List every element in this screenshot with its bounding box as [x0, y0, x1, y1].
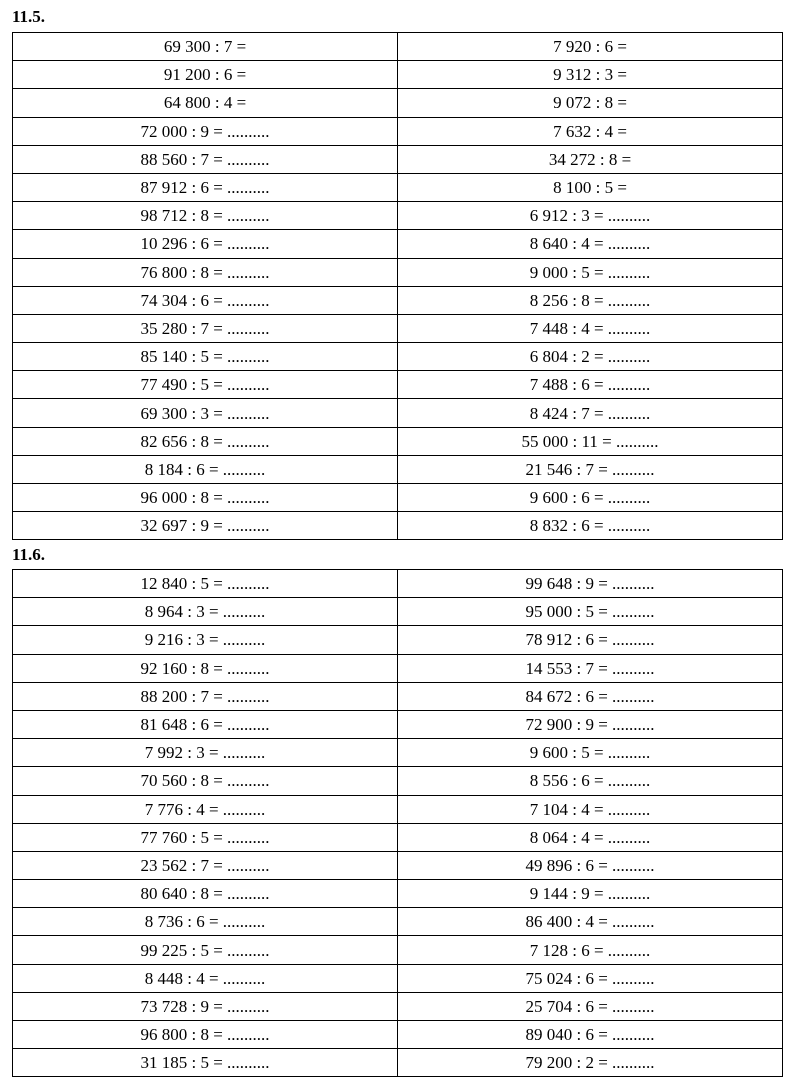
- division-problem: 77 760 : 5 = ..........: [13, 823, 398, 851]
- division-problem: 21 546 : 7 = ..........: [398, 455, 783, 483]
- division-problem: 7 776 : 4 = ..........: [13, 795, 398, 823]
- division-problem: 98 712 : 8 = ..........: [13, 202, 398, 230]
- division-problem: 7 632 : 4 =: [398, 117, 783, 145]
- division-problem: 95 000 : 5 = ..........: [398, 598, 783, 626]
- exercise-table: [12, 32, 783, 540]
- division-problem: 9 600 : 6 = ..........: [398, 484, 783, 512]
- division-problem: 7 920 : 6 =: [398, 33, 783, 61]
- table-row: [13, 173, 783, 201]
- division-problem: 8 832 : 6 = ..........: [398, 512, 783, 540]
- table-row: [13, 89, 783, 117]
- division-problem: 7 104 : 4 = ..........: [398, 795, 783, 823]
- division-problem: 6 912 : 3 = ..........: [398, 202, 783, 230]
- division-problem: 74 304 : 6 = ..........: [13, 286, 398, 314]
- table-row: [13, 343, 783, 371]
- division-problem: 70 560 : 8 = ..........: [13, 767, 398, 795]
- division-problem: 32 697 : 9 = ..........: [13, 512, 398, 540]
- division-problem: 87 912 : 6 = ..........: [13, 173, 398, 201]
- table-row: [13, 654, 783, 682]
- division-problem: 69 300 : 7 =: [13, 33, 398, 61]
- division-problem: 80 640 : 8 = ..........: [13, 880, 398, 908]
- table-row: [13, 258, 783, 286]
- division-problem: 8 184 : 6 = ..........: [13, 455, 398, 483]
- table-row: [13, 484, 783, 512]
- table-row: [13, 202, 783, 230]
- division-problem: 8 256 : 8 = ..........: [398, 286, 783, 314]
- division-problem: 75 024 : 6 = ..........: [398, 964, 783, 992]
- table-row: [13, 61, 783, 89]
- division-problem: 85 140 : 5 = ..........: [13, 343, 398, 371]
- division-problem: 8 640 : 4 = ..........: [398, 230, 783, 258]
- division-problem: 96 800 : 8 = ..........: [13, 1021, 398, 1049]
- table-row: [13, 145, 783, 173]
- table-row: [13, 117, 783, 145]
- exercise-table: [12, 569, 783, 1077]
- division-problem: 82 656 : 8 = ..........: [13, 427, 398, 455]
- division-problem: 7 992 : 3 = ..........: [13, 739, 398, 767]
- division-problem: 9 600 : 5 = ..........: [398, 739, 783, 767]
- table-row: [13, 767, 783, 795]
- section-title: 11.6.: [12, 545, 46, 564]
- division-problem: 96 000 : 8 = ..........: [13, 484, 398, 512]
- division-problem: 91 200 : 6 =: [13, 61, 398, 89]
- division-problem: 23 562 : 7 = ..........: [13, 851, 398, 879]
- division-problem: 31 185 : 5 = ..........: [13, 1049, 398, 1077]
- division-problem: 89 040 : 6 = ..........: [398, 1021, 783, 1049]
- division-problem: 35 280 : 7 = ..........: [13, 314, 398, 342]
- division-problem: 12 840 : 5 = ..........: [13, 570, 398, 598]
- division-problem: 69 300 : 3 = ..........: [13, 399, 398, 427]
- division-problem: 78 912 : 6 = ..........: [398, 626, 783, 654]
- table-row: [13, 512, 783, 540]
- division-problem: 7 128 : 6 = ..........: [398, 936, 783, 964]
- division-problem: 9 072 : 8 =: [398, 89, 783, 117]
- division-problem: 55 000 : 11 = ..........: [398, 427, 783, 455]
- division-problem: 25 704 : 6 = ..........: [398, 992, 783, 1020]
- table-row: [13, 314, 783, 342]
- table-row: [13, 230, 783, 258]
- division-problem: 9 144 : 9 = ..........: [398, 880, 783, 908]
- section-title: 11.5.: [12, 7, 46, 26]
- division-problem: 79 200 : 2 = ..........: [398, 1049, 783, 1077]
- table-row: [13, 33, 783, 61]
- division-problem: 7 488 : 6 = ..........: [398, 371, 783, 399]
- division-problem: 8 424 : 7 = ..........: [398, 399, 783, 427]
- division-problem: 8 736 : 6 = ..........: [13, 908, 398, 936]
- table-row: [13, 992, 783, 1020]
- table-row: [13, 427, 783, 455]
- division-problem: 9 216 : 3 = ..........: [13, 626, 398, 654]
- table-row: [13, 1021, 783, 1049]
- division-problem: 34 272 : 8 =: [398, 145, 783, 173]
- division-problem: 84 672 : 6 = ..........: [398, 682, 783, 710]
- table-row: [13, 626, 783, 654]
- division-problem: 99 225 : 5 = ..........: [13, 936, 398, 964]
- division-problem: 88 560 : 7 = ..........: [13, 145, 398, 173]
- table-row: [13, 908, 783, 936]
- table-row: [13, 823, 783, 851]
- table-row: [13, 739, 783, 767]
- table-row: [13, 682, 783, 710]
- division-problem: 92 160 : 8 = ..........: [13, 654, 398, 682]
- division-problem: 77 490 : 5 = ..........: [13, 371, 398, 399]
- division-problem: 81 648 : 6 = ..........: [13, 710, 398, 738]
- division-problem: 64 800 : 4 =: [13, 89, 398, 117]
- division-problem: 86 400 : 4 = ..........: [398, 908, 783, 936]
- table-row: [13, 598, 783, 626]
- division-problem: 7 448 : 4 = ..........: [398, 314, 783, 342]
- table-row: [13, 570, 783, 598]
- division-problem: 8 964 : 3 = ..........: [13, 598, 398, 626]
- division-problem: 8 448 : 4 = ..........: [13, 964, 398, 992]
- table-row: [13, 399, 783, 427]
- division-problem: 99 648 : 9 = ..........: [398, 570, 783, 598]
- table-row: [13, 286, 783, 314]
- table-row: [13, 880, 783, 908]
- division-problem: 14 553 : 7 = ..........: [398, 654, 783, 682]
- table-row: [13, 710, 783, 738]
- division-problem: 8 064 : 4 = ..........: [398, 823, 783, 851]
- table-row: [13, 851, 783, 879]
- table-row: [13, 964, 783, 992]
- table-row: [13, 371, 783, 399]
- table-row: [13, 455, 783, 483]
- table-row: [13, 795, 783, 823]
- division-problem: 8 556 : 6 = ..........: [398, 767, 783, 795]
- division-problem: 76 800 : 8 = ..........: [13, 258, 398, 286]
- table-row: [13, 936, 783, 964]
- division-problem: 8 100 : 5 =: [398, 173, 783, 201]
- division-problem: 49 896 : 6 = ..........: [398, 851, 783, 879]
- division-problem: 10 296 : 6 = ..........: [13, 230, 398, 258]
- table-row: [13, 1049, 783, 1077]
- division-problem: 88 200 : 7 = ..........: [13, 682, 398, 710]
- division-problem: 73 728 : 9 = ..........: [13, 992, 398, 1020]
- division-problem: 9 000 : 5 = ..........: [398, 258, 783, 286]
- division-problem: 72 000 : 9 = ..........: [13, 117, 398, 145]
- division-problem: 9 312 : 3 =: [398, 61, 783, 89]
- division-problem: 72 900 : 9 = ..........: [398, 710, 783, 738]
- division-problem: 6 804 : 2 = ..........: [398, 343, 783, 371]
